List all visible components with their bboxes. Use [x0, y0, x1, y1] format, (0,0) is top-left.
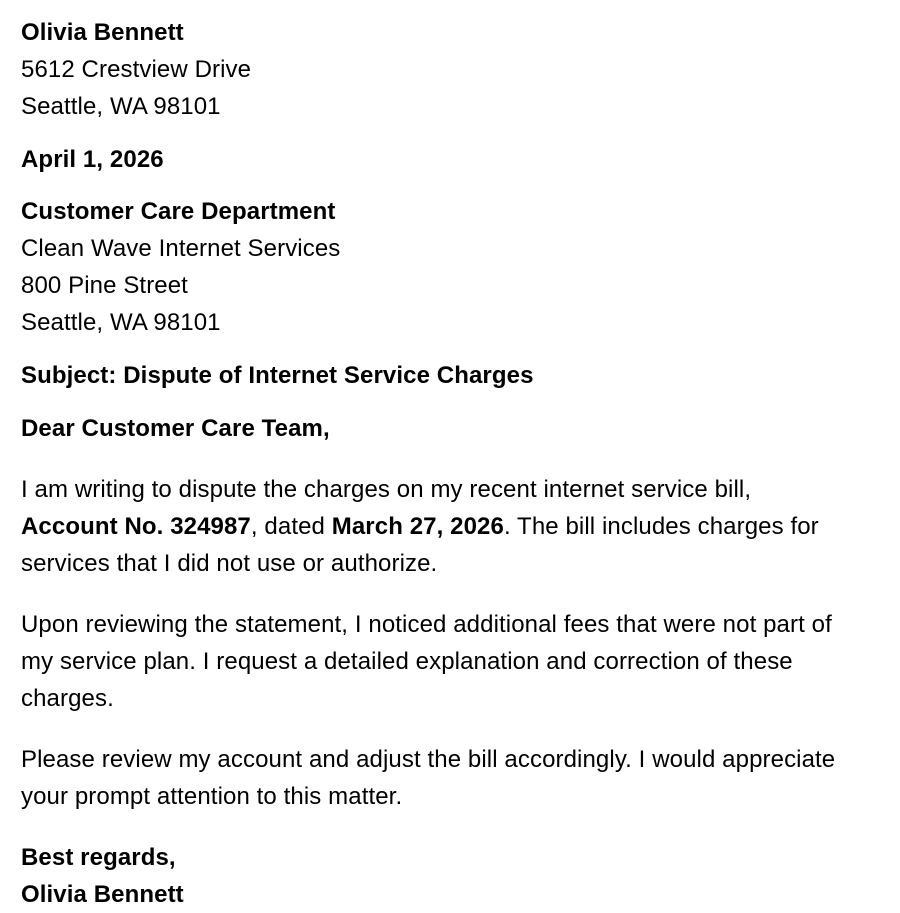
sender-city-state-zip: Seattle, WA 98101	[21, 93, 221, 120]
bill-date-bold: March 27, 2026	[331, 513, 504, 540]
subject-line: Subject: Dispute of Internet Service Charges	[21, 362, 534, 389]
paragraph-1-text	[21, 471, 850, 582]
letter-date: April 1, 2026	[21, 146, 164, 173]
paragraph-3-text: Please review my account and adjust the bill accordingly. I would appreciate your prompt attention to this matter.	[21, 746, 836, 810]
recipient-department: Customer Care Department	[21, 198, 336, 225]
recipient-city-state-zip: Seattle, WA 98101	[21, 309, 221, 336]
recipient-street: 800 Pine Street	[21, 272, 188, 299]
sender-address-block	[21, 14, 850, 125]
paragraph-2-text: Upon reviewing the statement, I noticed additional fees that were not part of my service plan. I request a detailed explanation and correction of these charges.	[21, 611, 832, 712]
account-number-bold: Account No. 324987	[21, 513, 251, 540]
recipient-address-block	[21, 193, 850, 341]
salutation-block	[21, 410, 850, 447]
body-paragraph-2	[21, 606, 850, 717]
valediction: Best regards,	[21, 844, 176, 871]
salutation: Dear Customer Care Team,	[21, 415, 330, 442]
body-paragraph-1	[21, 471, 850, 582]
subject-block	[21, 357, 850, 394]
paragraph-1-part-2: , dated	[250, 513, 332, 540]
paragraph-1-part-1: I am writing to dispute the charges on my recent internet service bill,	[21, 476, 752, 503]
body-paragraph-3	[21, 741, 850, 815]
closing-block	[21, 839, 850, 913]
letter-date-block	[21, 141, 850, 178]
signature-name: Olivia Bennett	[21, 881, 184, 908]
recipient-company: Clean Wave Internet Services	[21, 235, 341, 262]
sender-street: 5612 Crestview Drive	[21, 56, 252, 83]
sender-name: Olivia Bennett	[21, 19, 184, 46]
paragraph-1-part-3: . The bill includes charges for services that I did not use or authorize.	[21, 513, 819, 577]
